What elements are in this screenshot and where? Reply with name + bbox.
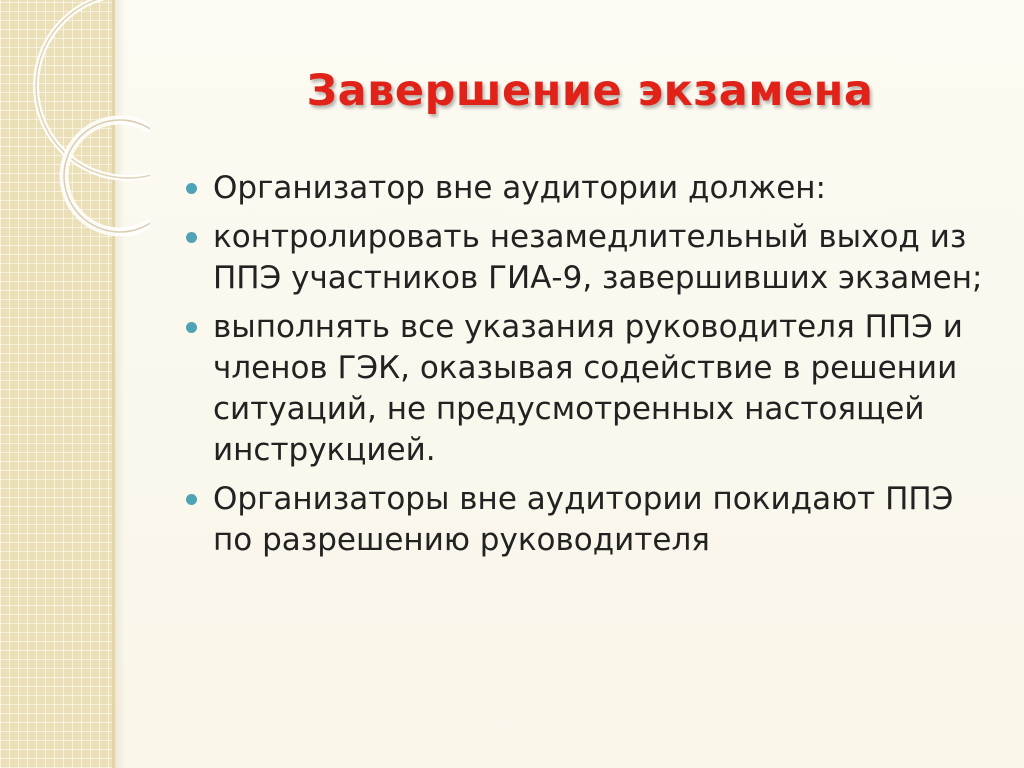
bullet-item	[186, 479, 1002, 561]
bullet-text: Организаторы вне аудитории покидают ППЭ по разрешению руководителя	[213, 481, 954, 558]
bullet-text: выполнять все указания руководителя ППЭ и членов ГЭК, оказывая содействие в решении ситуаций, не предусмотренных настоящей инструкцией.	[213, 309, 963, 468]
bullet-dot-icon	[186, 322, 197, 333]
bullet-item	[186, 307, 1002, 471]
bullet-item	[186, 217, 1002, 299]
bullet-dot-icon	[186, 183, 197, 194]
bullet-dot-icon	[186, 494, 197, 505]
bullet-text: Организатор вне аудитории должен:	[213, 170, 826, 206]
bullet-dot-icon	[186, 232, 197, 243]
decorative-rings-icon	[0, 0, 150, 240]
slide-title: Завершение экзамена	[306, 66, 874, 116]
bullet-list	[186, 168, 1002, 569]
bullet-text: контролировать незамедлительный выход из ППЭ участников ГИА-9, завершивших экзамен;	[213, 219, 983, 296]
bullet-item	[186, 168, 1002, 209]
